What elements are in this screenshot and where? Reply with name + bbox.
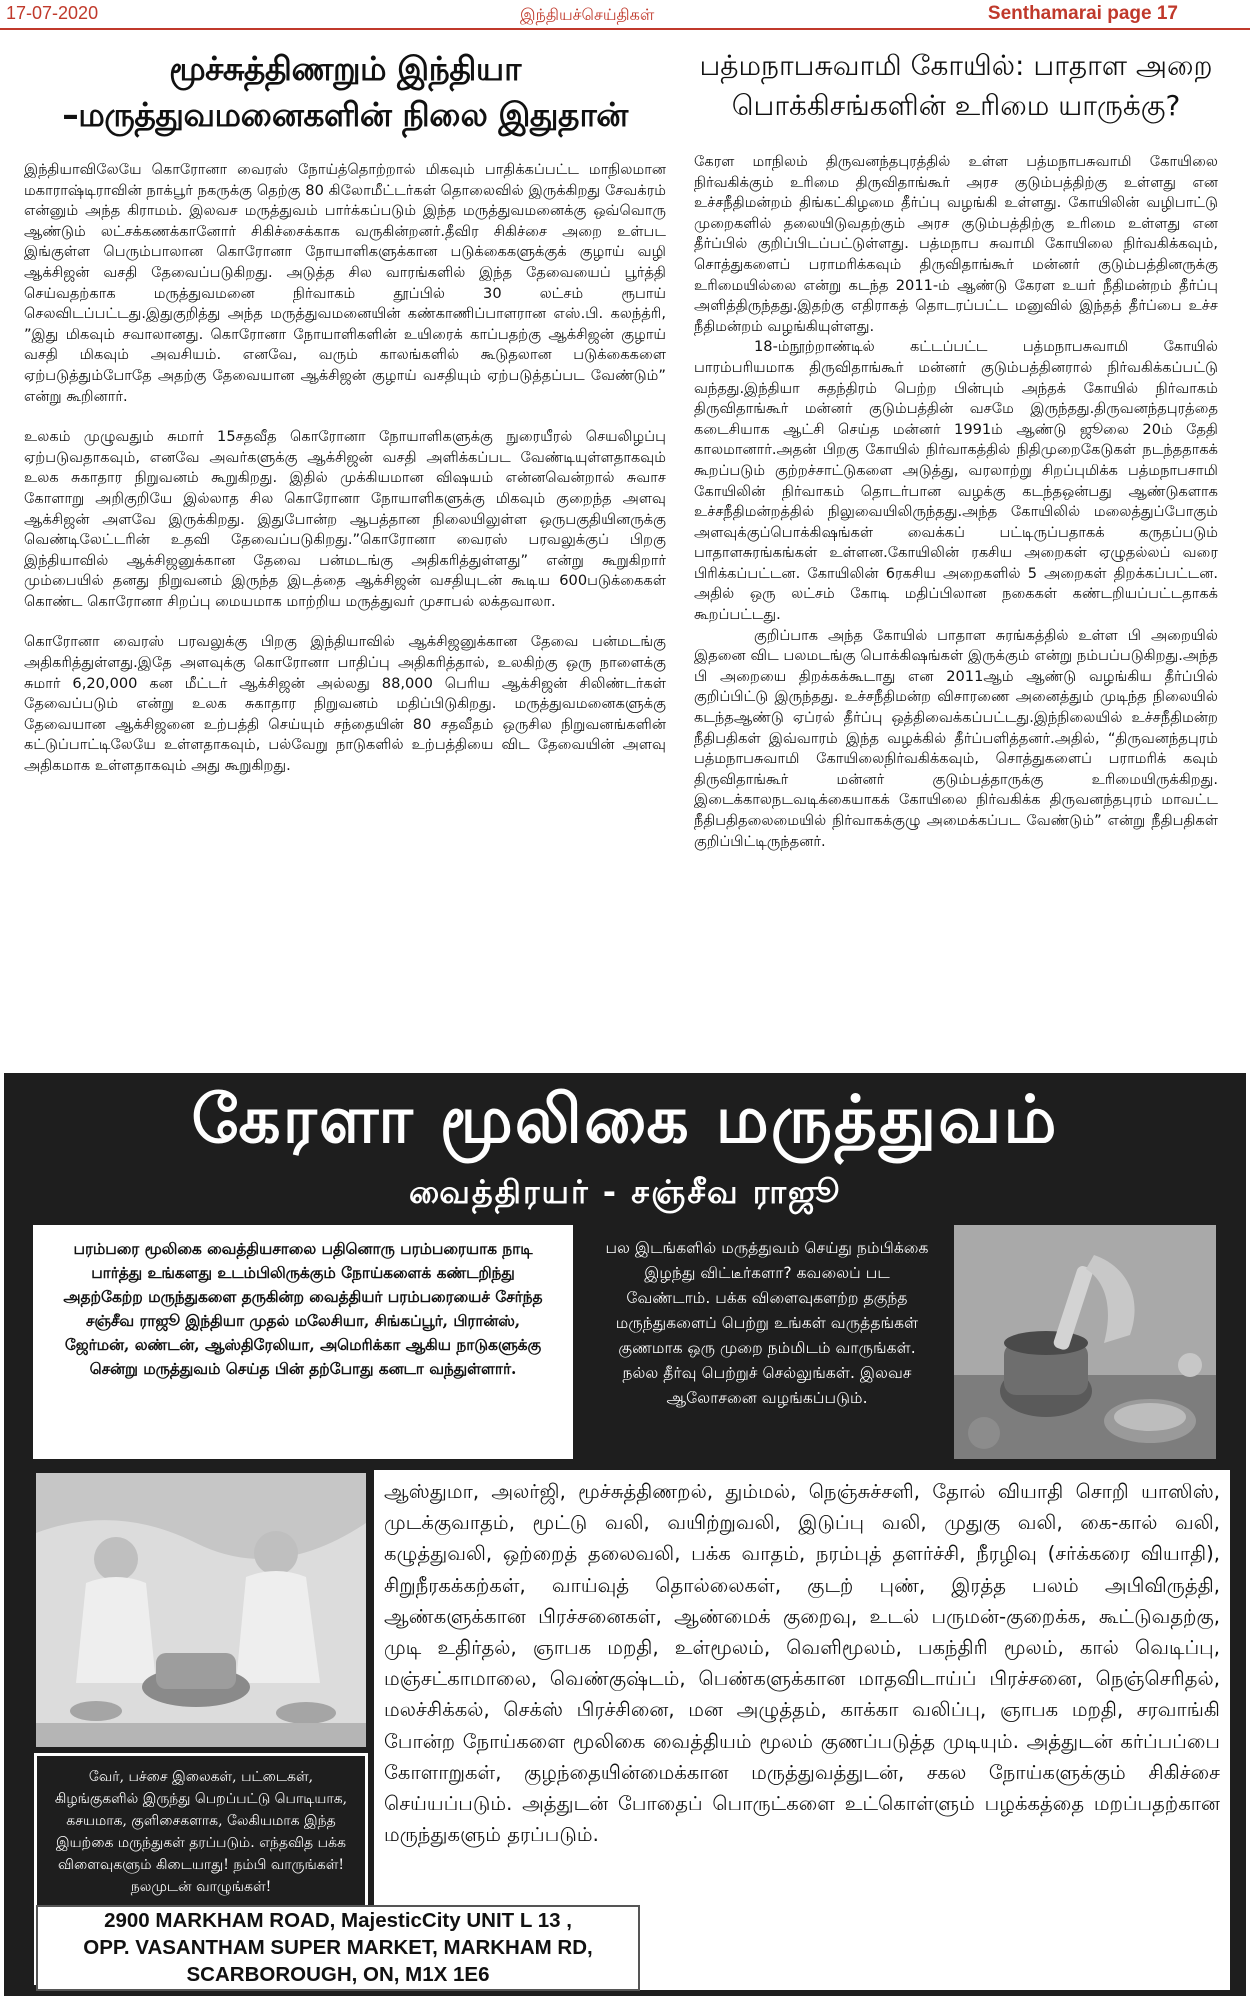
article-paragraph: குறிப்பாக அந்த கோயில் பாதாள சுரங்கத்தில் உள்ள பி அறையில் இதனை விட பலமடங்கு பொக்கிஷங்கள் இருக்கும் என்று நம்பப்படுகிறது.அந்த பி அறையை திறக்கக்கூடாது என 2011ஆம் ஆண்டு வழங்கிய தீர்ப்பில் குறிப்பிட்டு இருந்தது. உச்சநீதிமன்ற விசாரணை அனைத்தும் முடிந்த நிலையில் கடந்தஆண்டு ஏப்ரல் தீர்ப்பு ஒத்திவைக்கப்பட்டது.இந்நிலையில் உச்சநீதிமன்ற நீதிபதிகள் இவ்வாரம் இந்த வழக்கில் தீர்ப்பளித்தனர்.அதில், “திருவனந்தபுரம் பத்மநாபசுவாமி கோயிலைநிர்வகிக்கவும், சொத்துகளைப் பராமரிக் கவும் திருவிதாங்கூர் மன்னர் குடும்பத்தாருக்கு உரிமையிருக்கிறது. இடைக்காலநடவடிக்கையாகக் கோயிலை நிர்வகிக்க திருவனந்தபுரம் மாவட்ட நீதிபதிதலைமையில் நிர்வாகக்குழு அமைக்கப்பட வேண்டும்” என்று நீதிபதிகள் குறிப்பிட்டிருந்தனர். [694,626,1218,850]
ad-title: கேரளா மூலிகை மருத்துவம் [191,1081,1059,1158]
address-line-1: 2900 MARKHAM ROAD, MajesticCity UNIT L 13 , [104,1909,572,1932]
address-line-2: OPP. VASANTHAM SUPER MARKET, MARKHAM RD, [83,1936,593,1959]
page-header [0,0,1250,30]
sages-preparing-medicine-illustration [36,1473,366,1747]
article-paragraph: கேரள மாநிலம் திருவனந்தபுரத்தில் உள்ள பத்மநாபசுவாமி கோயிலை நிர்வகிக்கும் உரிமை திருவிதாங்கூர் அரச குடும்பத்திற்கு உள்ளது என உச்சநீதிமன்றம் திங்கட்கிழமை தீர்ப்பு வழங்கி உள்ளது. கோயிலின் வழிபாட்டு முறைகளில் தலையிடுவதற்கும் அரச குடும்பத்திற்கு உரிமை உள்ளது என தீர்ப்பில் குறிப்பிடப்பட்டுள்ளது. பத்மநாப சுவாமி கோயிலை நிர்வகிக்கவும், சொத்துகளைப் பராமரிக்கவும் திருவிதாங்கூர் மன்னர் குடும்பத்தினருக்கு உரிமையில்லை என்று கடந்த 2011-ம் ஆண்டு கேரள உயர் நீதிமன்றம் தீர்ப்பு அளித்திருந்தது.இதற்கு எதிராகத் தொடரப்பட்ட மனுவில் இந்தத் தீர்ப்பை உச்ச நீதிமன்றம் வழங்கியுள்ளது. [694,153,1218,335]
clinic-address [36,1905,640,1991]
section-name: இந்தியச்செய்திகள் [520,5,655,24]
oxygen-article [24,46,666,797]
temple-article-title-line1: பத்மநாபசுவாமி கோயில்: பாதாள அறை [699,49,1213,82]
natural-medicine-text: வேர், பச்சை இலைகள், பட்டைகள், கிழங்குகளில் இருந்து பெறப்பட்டு பொடியாக, கசயமாக, குளிசைகளாக, லேகியமாக இந்த இயற்கை மருந்துகள் தரப்படும். எந்தவித பக்க விளைவுகளும் கிடையாது! நம்பி வாருங்கள்! நலமுடன் வாழுங்கள்! [54,1769,348,1895]
article-paragraph: கொரோனா வைரஸ் பரவலுக்கு பிறகு இந்தியாவில் ஆக்சிஜனுக்கான தேவை பன்மடங்கு அதிகரித்துள்ளது.இதே அளவுக்கு கொரோனா பாதிப்பு அதிகரித்தால், உலகிற்கு ஒரு நாளைக்கு சுமார் 6,20,000 கன மீட்டர் ஆக்சிஜன் அல்லது 88,000 பெரிய ஆக்சிஜன் சிலிண்டர்கள் தேவைப்படும் என்று உலக சுகாதார நிறுவனம் மதிப்பிடுகிறது. மருத்துவமனைகளுக்கு தேவையான ஆக்சிஜனை உற்பத்தி செய்யும் சந்தையின் 80 சதவீதம் ஒருசில நிறுவனங்களின் கட்டுப்பாட்டிலேயே உள்ளதாகவும், பல்வேறு நாடுகளில் உற்பத்தியை விட தேவையின் அளவு அதிகமாக உள்ளதாகவும் அது கூறுகிறது. [24,633,666,775]
issue-date: 17-07-2020 [6,3,99,23]
temple-article-title-line2: பொக்கிசங்களின் உரிமை யாருக்கு? [731,89,1181,122]
herbal-medicine-advertisement [4,1073,1246,1996]
oxygen-article-title-line2: –மருத்துவமனைகளின் நிலை இதுதான் [62,95,628,134]
address-line-3: SCARBOROUGH, ON, M1X 1E6 [186,1963,490,1986]
temple-article [694,46,1218,852]
page-label: Senthamarai page 17 [987,3,1178,24]
ad-subtitle: வைத்திரயர் - சஞ்சீவ ராஜூ [409,1173,841,1211]
hope-box [584,1222,950,1462]
heritage-text: பரம்பரை மூலிகை வைத்தியசாலை பதினொரு பரம்பரையாக நாடி பார்த்து உங்களது உடம்பிலிருக்கும் நோய்களைக் கண்டறிந்து அதற்கேற்ற மருந்துகளை தருகின்ற வைத்தியர் பரம்பரையைச் சேர்ந்த சஞ்சீவ ராஜூ இந்தியா முதல் மலேசியா, சிங்கப்பூர், பிரான்ஸ், ஜேர்மன், லண்டன், ஆஸ்திரேலியா, அமெரிக்கா ஆகிய நாடுகளுக்கு சென்று மருத்துவம் செய்த பின் தற்போது கனடா வந்துள்ளார். [63,1240,543,1378]
clinic-phone: 647-294-3189 [681,1899,1217,1993]
article-paragraph: இந்தியாவிலேயே கொரோனா வைரஸ் நோய்த்தொற்றால் மிகவும் பாதிக்கப்பட்ட மாநிலமான மகாராஷ்டிராவின் நாக்பூர் நகருக்கு தெற்கு 80 கிலோமீட்டர்கள் தொலைவில் இருக்கிறது சேவக்ரம் என்னும் அந்த கிராமம். இலவச மருத்துவம் பார்க்கப்படும் இந்த மருத்துவமனைக்கு ஒவ்வொரு ஆண்டும் லட்சக்கணக்கானோர் சிகிச்சைக்காக வருகின்றனர்.தீவிர சிகிச்சை அறை உள்பட இங்குள்ள பெரும்பாலான கொரோனா நோயாளிகளுக்கான படுக்கைகளுக்குக் குழாய் வழி ஆக்சிஜன் வசதி தேவைப்படுகிறது. அடுத்த சில வாரங்களில் இந்த தேவையைப் பூர்த்தி செய்வதற்காக மருத்துவமனை நிர்வாகம் தூப்பில் 30 லட்சம் ரூபாய் செலவிடப்பட்டது.இதுகுறித்து அந்த மருத்துவமனையின் கண்காணிப்பாளரான எஸ்.பி. கலந்த்ரி, ”இது மிகவும் சவாலானது. கொரோனா நோயாளிகளின் உயிரைக் காப்பதற்கு ஆக்சிஜன் குழாய் வசதி மிகவும் அவசியம். எனவே, வரும் காலங்களில் கூடுதலான படுக்கைகளை ஏற்படுத்தும்போதே அதற்கு தேவையான ஆக்சிஜன் குழாய் வசதியும் ஏற்படுத்தப்பட வேண்டும்” என்று கூறினார். [24,161,666,405]
article-paragraph: உலகம் முழுவதும் சுமார் 15சதவீத கொரோனா நோயாளிகளுக்கு நுரையீரல் செயலிழப்பு ஏற்படுவதாகவும், எனவே அவர்களுக்கு ஆக்சிஜன் வசதி அளிக்கப்பட வேண்டியுள்ளதாகவும் உலக சுகாதார நிறுவனம் கூறுகிறது. இதில் முக்கியமான விஷயம் என்னவென்றால் சுவாச கோளாறு அறிகுறியே இல்லாத சில கொரோனா நோயாளிகளுக்கு மிகவும் குறைந்த அளவு ஆக்சிஜன் அளவே இருக்கிறது. இதுபோன்ற ஆபத்தான நிலையிலுள்ள ஒருபகுதியினருக்கு வெண்டிலேட்டரின் உதவி தேவைப்படுகிறது.”கொரோனா வைரஸ் பரவலுக்குப் பிறகு இந்தியாவில் ஆக்சிஜனுக்கான தேவை பன்மடங்கு அதிகரித்துள்ளது” என்று கூறுகிறார் மும்பையில் தனது நிறுவனம் இருந்த இடத்தை ஆக்சிஜன் வசதியுடன் கூடிய 600படுக்கைகள் கொண்ட கொரோனா சிறப்பு மையமாக மாற்றிய மருத்துவர் முசாபல் லக்தவாலா. [24,428,666,610]
herb-grinding-photo [954,1225,1216,1459]
oxygen-article-title-line1: மூச்சுத்திணறும் இந்தியா [169,49,521,88]
sages-illustration [36,1473,366,1747]
article-paragraph: 18-ம்நூற்றாண்டில் கட்டப்பட்ட பத்மநாபசுவாமி கோயில் பாரம்பரியமாக திருவிதாங்கூர் மன்னர் குடும்பத்தினரால் நிர்வகிக்கப்பட்டு வந்தது.இந்தியா சுதந்திரம் பெற்ற பின்பும் அந்தக் கோயில் நிர்வாகம் திருவிதாங்கூர் மன்னர் குடும்பத்தின் வசமே இருந்தது.திருவனந்தபுரத்தை கடைசியாக ஆட்சி செய்த மன்னர் 1991ம் ஆண்டு ஜூலை 20ம் தேதி காலமானார்.அதன் பிறகு கோயில் நிர்வாகத்தில் நிதிமுறைகேடுகள் நடந்ததாகக் கூறப்படும் குற்றச்சாட்டுகளை அடுத்து, வரலாற்று சிறப்புமிக்க பத்மநாபசாமி கோயிலின் நிர்வாகம் தொடர்பான வழக்கு கடந்தஒன்பது ஆண்டுகளாக உச்சநீதிமன்றத்தில் நிலுவையிலிருந்தது.அந்த கோயிலில் மலைத்துப்போகும் அளவுக்குப்பொக்கிஷங்கள் வைக்கப் பட்டிருப்பதாகக் கருதப்படும் பாதாளசுரங்கங்கள் உள்ளன.கோயிலின் ரகசிய அறைகள் ஏழுதல்லப் வரை பிரிக்கப்பட்டன. கோயிலின் 6ரகசிய அறைகளில் 5 அறைகள் திறக்கப்பட்டன. அதில் ஒரு லட்சம் கோடி மதிப்பிலான நகைகள் கண்டறியப்பட்டதாகக் கூறப்பட்டது. [694,338,1218,624]
hope-text: பல இடங்களில் மருத்துவம் செய்து நம்பிக்கை இழந்து விட்டீர்களா? கவலைப் பட வேண்டாம். பக்க விளைவுகளற்ற தகுந்த மருந்துகளைப் பெற்று உங்கள் வருத்தங்கள் குணமாக ஒரு முறை நம்மிடம் வாருங்கள். நல்ல தீர்வு பெற்றுச் செல்லுங்கள். இலவச ஆலோசனை வழங்கப்படும். [605,1239,929,1407]
conditions-list: ஆஸ்துமா, அலர்ஜி, மூச்சுத்திணறல், தும்மல், நெஞ்சுச்சளி, தோல் வியாதி சொறி யாஸிஸ், முடக்குவாதம், மூட்டு வலி, வயிற்றுவலி, இடுப்பு வலி, முதுகு வலி, கை-கால் வலி, கழுத்துவலி, ஒற்றைத் தலைவலி, பக்க வாதம், நரம்புத் தளர்ச்சி, நீரழிவு (சர்க்கரை வியாதி), சிறுநீரகக்கற்கள், வாய்வுத் தொல்லைகள், குடற் புண், இரத்த பலம் அபிவிருத்தி, ஆண்களுக்கான பிரச்சனைகள், ஆண்மைக் குறைவு, உடல் பருமன்-குறைக்க, கூட்டுவதற்கு, முடி உதிர்தல், ஞாபக மறதி, உள்மூலம், வெளிமூலம், பகந்திரி மூலம், கால் வெடிப்பு, மஞ்சட்காமாலை, வெண்குஷ்டம், பெண்களுக்கான மாதவிடாய்ப் பிரச்சனை, நெஞ்செரிதல், மலச்சிக்கல், செக்ஸ் பிரச்சினை, மன அழுத்தம், காக்கா வலிப்பு, ஞாபக மறதி, சரவாங்கி போன்ற நோய்களை மூலிகை வைத்தியம் மூலம் குணப்படுத்த முடியும். அத்துடன் கர்ப்பப்பை கோளாறுகள், குழந்தையின்மைக்கான மருத்துவத்துடன், சகல நோய்களுக்கும் சிகிச்சை செய்யப்படும். அத்துடன் போதைப் பொருட்களை உட்கொள்ளும் பழக்கத்தை மறப்பதற்கான மருந்துகளும் தரப்படும். [384,1480,1220,1847]
heritage-box [30,1222,576,1462]
herb-grinding-illustration [954,1225,1216,1459]
